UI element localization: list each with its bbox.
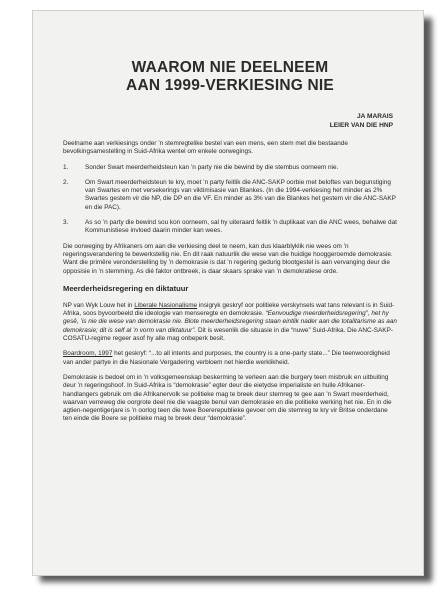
author-role: LEIER VAN DIE HNP	[329, 121, 393, 129]
author-block	[63, 113, 393, 130]
np-text-1: NP van Wyk Louw het in	[63, 301, 135, 309]
boardroom-reference: Boardroom, 1997	[63, 350, 113, 358]
intro-paragraph: Deelname aan verkiesings onder ’n stemregtelike bestel van een mens, een stem met die bestaande bevolkingsamestelling in Suid-Afrika wentel om enkele oorwegings.	[63, 140, 348, 156]
boardroom-paragraph	[63, 350, 397, 367]
point-text: Sonder Swart meerderheidsteun kan ’n party nie die bewind by die stembus oorneem nie.	[85, 163, 339, 171]
np-quote: “Eenvoudige meerderheidsregering”, het hy gesê, ’is nie die wese van demokrasie nie. Blote meerderheidsregering staan eintlik nader aan die totalitarisme as aan demokrasie; dit is self al ’n vorm van diktatuur”.	[63, 310, 397, 334]
conclusion-paragraph: Die oorweging by Afrikaners om aan die verkiesing deel te neem, kan dus klaarblyklik nie wees om ’n regeringsverandering te bewerkstellig nie. En dit raak natuurlik die wese van die huidige hooggeroemde demokrasie. Want die primêre veronderstelling by ’n demokrasie is dat ’n regering gedurig blootgestel is aan vervanging deur die opposisie in ’n stemming. As dié faktor ontbreek, is daar skaars sprake van ’n demokratiese orde.	[63, 242, 393, 275]
list-item	[63, 179, 397, 212]
section-heading: Meerderheidsregering en diktatuur	[63, 283, 189, 293]
book-title-reference: Liberale Nasionalisme	[134, 301, 198, 309]
list-item	[63, 219, 397, 236]
point-text: Om Swart meerderheidsteun te kry, moet ’n party feitlik die ANC-SAKP oorbie met beloftes van begunstiging van Swartes en met versekerings van viktimisasie van Blankes. (In die 1994-verkiesing het minder as 2% Swartes gestem vir die NP, die DP en die VF. En minder as 3% van die Blankes het gestem vir die ANC-SAKP en die PAC).	[85, 178, 396, 211]
point-number: 3.	[63, 219, 69, 227]
point-number: 2.	[63, 178, 69, 186]
points-list	[63, 164, 397, 236]
document-page	[32, 10, 424, 576]
democracy-paragraph: Demokrasie is bedoel om in ’n volksgemeenskap beskerming te verleen aan die burgery teen misbruik en uitbuiting deur ’n regeringshoof. In Suid-Afrika is “demokrasie” egter deur die eietydse imperialiste en hulle Afrikaner-handlangers gebruik om die Afrikanervolk se politieke mag te breek deur stemreg te gee aan ’n Swart meerderheid, waarvan verreweg die oorgrote deel nie die vaagste benul van demokrasie en die politieke werking het nie. En in die agtien-negentigerjare is ’n oorlog teen die twee Boererepublieke gevoer om die stemreg te kry vir Britse onderdane ten einde die Boere se politieke mag te breek deur “demokrasie”.	[63, 373, 392, 423]
title-line-1: WAAROM NIE DEELNEEM	[131, 59, 329, 76]
np-paragraph	[63, 302, 397, 343]
title-line-2: AAN 1999-VERKIESING NIE	[126, 77, 334, 94]
boardroom-text: het geskryf: “...to all intents and purposes, the country is a one-party state...” Die teenwoordigheid van ander partye in die Nasionale Vergadering verbloem net hierdie werklikheid.	[63, 350, 390, 366]
np-text-2: insigryk geskryf oor politieke verskynsels wat tans relevant is in Suid-Afrika, soos byvoorbeeld die ideologie van menseregte en demokrasie.	[63, 301, 395, 318]
author-name: JA MARAIS	[356, 113, 393, 120]
np-text-3: Dit is wesenlik die situasie in die “nuwe” Suid-Afrika. Die ANC-SAKP-COSATU-regime regeer asof hy alle mag onbeperk besit.	[63, 326, 393, 343]
point-number: 1.	[63, 163, 69, 171]
document-title	[63, 59, 397, 95]
point-text: As so ’n party die bewind sou kon oorneem, sal hy uiteraard feitlik ’n duplikaat van die ANC wees, behalwe dat Kommunistiese invloed daarin minder kan wees.	[85, 219, 397, 235]
list-item	[63, 164, 397, 172]
